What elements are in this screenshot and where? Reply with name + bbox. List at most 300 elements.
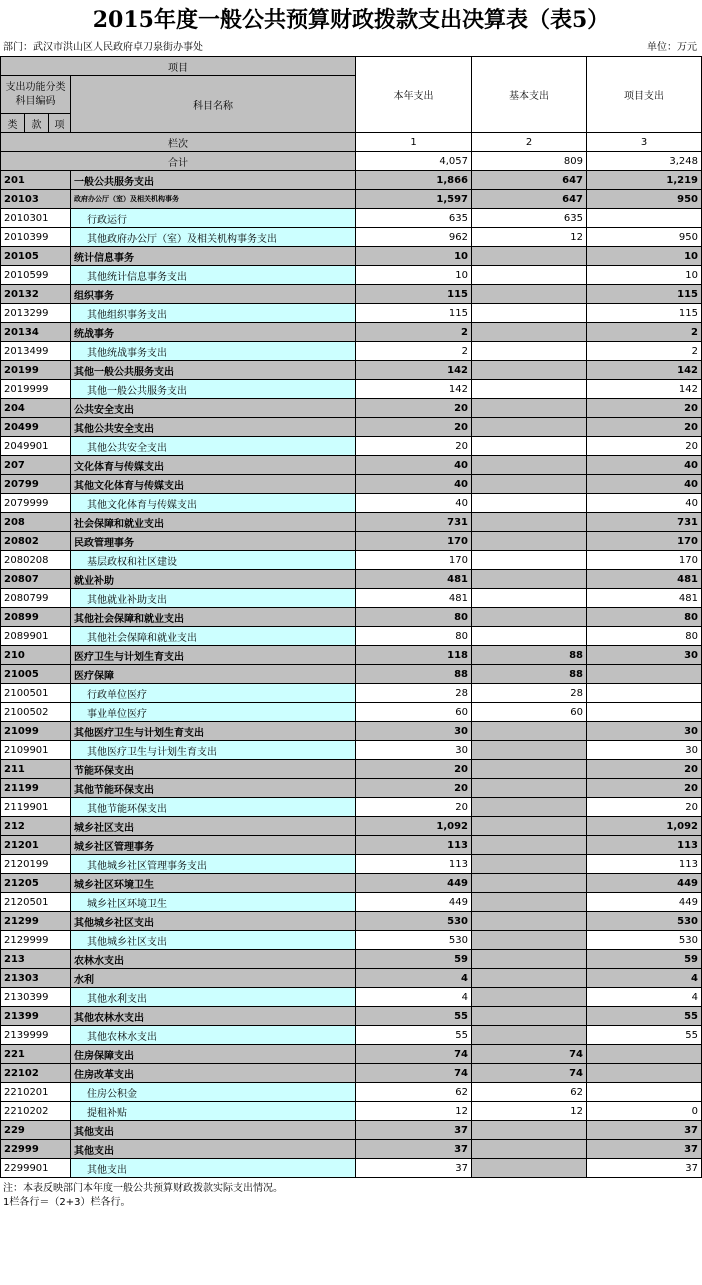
table-row [1, 627, 702, 646]
row-basic [472, 342, 587, 361]
header-lanci: 栏次 [1, 133, 356, 152]
row-code: 2210201 [1, 1083, 71, 1102]
table-row [1, 532, 702, 551]
table-row [1, 1007, 702, 1026]
header-lei: 类 [1, 114, 25, 133]
row-code: 20134 [1, 323, 71, 342]
row-this-year: 170 [356, 532, 472, 551]
row-this-year: 4 [356, 969, 472, 988]
header-code-group: 支出功能分类科目编码 [1, 76, 71, 114]
row-this-year: 28 [356, 684, 472, 703]
row-this-year: 142 [356, 380, 472, 399]
row-basic: 88 [472, 665, 587, 684]
row-project [587, 1083, 702, 1102]
row-project: 59 [587, 950, 702, 969]
row-subject-name: 其他公共安全支出 [71, 418, 356, 437]
row-code: 2049901 [1, 437, 71, 456]
row-project: 30 [587, 646, 702, 665]
row-basic [472, 1007, 587, 1026]
row-subject-name: 其他支出 [71, 1121, 356, 1140]
table-row [1, 361, 702, 380]
row-subject-name: 其他组织事务支出 [71, 304, 356, 323]
row-code: 22102 [1, 1064, 71, 1083]
table-row [1, 551, 702, 570]
table-row [1, 342, 702, 361]
row-project: 2 [587, 342, 702, 361]
row-this-year: 20 [356, 798, 472, 817]
row-project: 20 [587, 437, 702, 456]
row-project: 530 [587, 931, 702, 950]
row-subject-name: 统计信息事务 [71, 247, 356, 266]
table-row [1, 874, 702, 893]
row-code: 20899 [1, 608, 71, 627]
row-code: 2100502 [1, 703, 71, 722]
row-this-year: 30 [356, 741, 472, 760]
row-basic [472, 361, 587, 380]
row-basic [472, 969, 587, 988]
row-this-year: 62 [356, 1083, 472, 1102]
row-this-year: 20 [356, 779, 472, 798]
row-code: 2010399 [1, 228, 71, 247]
row-code: 20807 [1, 570, 71, 589]
row-subject-name: 其他政府办公厅（室）及相关机构事务支出 [71, 228, 356, 247]
row-basic [472, 513, 587, 532]
row-this-year: 1,866 [356, 171, 472, 190]
row-project: 950 [587, 228, 702, 247]
row-project: 142 [587, 380, 702, 399]
table-row [1, 380, 702, 399]
row-basic: 647 [472, 171, 587, 190]
row-project: 731 [587, 513, 702, 532]
row-basic [472, 836, 587, 855]
row-subject-name: 其他城乡社区支出 [71, 931, 356, 950]
header-this-year: 本年支出 [356, 57, 472, 133]
row-subject-name: 社会保障和就业支出 [71, 513, 356, 532]
row-project [587, 209, 702, 228]
row-basic: 62 [472, 1083, 587, 1102]
row-project: 20 [587, 399, 702, 418]
table-row [1, 494, 702, 513]
row-code: 201 [1, 171, 71, 190]
row-this-year: 80 [356, 608, 472, 627]
row-project: 20 [587, 760, 702, 779]
row-basic [472, 779, 587, 798]
row-this-year: 37 [356, 1159, 472, 1178]
table-row [1, 893, 702, 912]
row-project: 530 [587, 912, 702, 931]
row-code: 2120199 [1, 855, 71, 874]
table-row [1, 912, 702, 931]
row-basic: 60 [472, 703, 587, 722]
table-row [1, 798, 702, 817]
row-code: 2129999 [1, 931, 71, 950]
header-item: 项目 [1, 57, 356, 76]
row-code: 2130399 [1, 988, 71, 1007]
header-col-2: 2 [472, 133, 587, 152]
row-this-year: 1,092 [356, 817, 472, 836]
row-basic [472, 1026, 587, 1045]
row-subject-name: 其他支出 [71, 1159, 356, 1178]
row-code: 22999 [1, 1140, 71, 1159]
row-basic [472, 570, 587, 589]
meta-bar [0, 40, 702, 56]
row-this-year: 30 [356, 722, 472, 741]
row-code: 211 [1, 760, 71, 779]
table-row [1, 456, 702, 475]
row-basic [472, 266, 587, 285]
row-code: 21199 [1, 779, 71, 798]
row-this-year: 20 [356, 760, 472, 779]
row-project: 142 [587, 361, 702, 380]
row-basic [472, 304, 587, 323]
header-row-item [1, 57, 702, 76]
row-code: 21299 [1, 912, 71, 931]
row-this-year: 12 [356, 1102, 472, 1121]
row-code: 2119901 [1, 798, 71, 817]
header-basic: 基本支出 [472, 57, 587, 133]
row-this-year: 59 [356, 950, 472, 969]
table-row [1, 513, 702, 532]
row-subject-name: 农林水支出 [71, 950, 356, 969]
row-project: 37 [587, 1121, 702, 1140]
row-code: 21099 [1, 722, 71, 741]
table-row [1, 741, 702, 760]
row-basic [472, 988, 587, 1007]
department-label: 部门：武汉市洪山区人民政府卓刀泉街办事处 [3, 42, 203, 53]
row-code: 21201 [1, 836, 71, 855]
row-this-year: 113 [356, 855, 472, 874]
row-code: 20799 [1, 475, 71, 494]
total-basic: 809 [472, 152, 587, 171]
row-subject-name: 医疗保障 [71, 665, 356, 684]
row-basic: 28 [472, 684, 587, 703]
row-code: 208 [1, 513, 71, 532]
row-code: 20499 [1, 418, 71, 437]
row-project: 10 [587, 247, 702, 266]
row-project: 4 [587, 969, 702, 988]
table-row [1, 285, 702, 304]
table-row [1, 418, 702, 437]
row-subject-name: 医疗卫生与计划生育支出 [71, 646, 356, 665]
row-project: 4 [587, 988, 702, 1007]
header-col-1: 1 [356, 133, 472, 152]
row-project: 950 [587, 190, 702, 209]
row-subject-name: 其他医疗卫生与计划生育支出 [71, 741, 356, 760]
table-row [1, 855, 702, 874]
row-project [587, 703, 702, 722]
row-project: 2 [587, 323, 702, 342]
footnote-2: 1栏各行＝（2+3）栏各行。 [3, 1197, 131, 1208]
row-project: 40 [587, 475, 702, 494]
row-basic [472, 760, 587, 779]
row-subject-name: 组织事务 [71, 285, 356, 304]
header-col-3: 3 [587, 133, 702, 152]
row-subject-name: 政府办公厅（室）及相关机构事务 [71, 190, 356, 209]
row-code: 2013299 [1, 304, 71, 323]
total-project: 3,248 [587, 152, 702, 171]
table-row [1, 817, 702, 836]
row-code: 21399 [1, 1007, 71, 1026]
table-row [1, 1140, 702, 1159]
row-code: 2089901 [1, 627, 71, 646]
row-project: 113 [587, 855, 702, 874]
row-subject-name: 其他统计信息事务支出 [71, 266, 356, 285]
row-code: 2010301 [1, 209, 71, 228]
row-subject-name: 事业单位医疗 [71, 703, 356, 722]
row-this-year: 74 [356, 1045, 472, 1064]
row-project: 1,092 [587, 817, 702, 836]
table-row [1, 1102, 702, 1121]
footnotes [3, 1182, 702, 1210]
row-basic [472, 950, 587, 969]
row-subject-name: 其他节能环保支出 [71, 779, 356, 798]
row-this-year: 55 [356, 1026, 472, 1045]
row-this-year: 20 [356, 399, 472, 418]
row-code: 229 [1, 1121, 71, 1140]
row-basic [472, 551, 587, 570]
row-subject-name: 其他农林水支出 [71, 1007, 356, 1026]
row-this-year: 635 [356, 209, 472, 228]
table-row [1, 836, 702, 855]
row-basic [472, 741, 587, 760]
table-row [1, 950, 702, 969]
table-row [1, 190, 702, 209]
row-subject-name: 其他一般公共服务支出 [71, 361, 356, 380]
table-row [1, 209, 702, 228]
row-subject-name: 城乡社区环境卫生 [71, 874, 356, 893]
row-code: 2100501 [1, 684, 71, 703]
row-project [587, 684, 702, 703]
row-subject-name: 提租补贴 [71, 1102, 356, 1121]
table-body [1, 171, 702, 1178]
total-this-year: 4,057 [356, 152, 472, 171]
row-this-year: 481 [356, 589, 472, 608]
row-subject-name: 其他水利支出 [71, 988, 356, 1007]
row-code: 204 [1, 399, 71, 418]
row-project: 37 [587, 1140, 702, 1159]
row-this-year: 37 [356, 1140, 472, 1159]
row-subject-name: 其他节能环保支出 [71, 798, 356, 817]
row-project [587, 1064, 702, 1083]
row-basic [472, 437, 587, 456]
row-basic [472, 931, 587, 950]
row-basic [472, 475, 587, 494]
row-subject-name: 就业补助 [71, 570, 356, 589]
row-this-year: 118 [356, 646, 472, 665]
table-row [1, 608, 702, 627]
row-code: 2120501 [1, 893, 71, 912]
row-code: 2109901 [1, 741, 71, 760]
row-project: 55 [587, 1026, 702, 1045]
row-subject-name: 其他农林水支出 [71, 1026, 356, 1045]
row-project [587, 665, 702, 684]
row-subject-name: 城乡社区管理事务 [71, 836, 356, 855]
row-this-year: 1,597 [356, 190, 472, 209]
row-code: 2013499 [1, 342, 71, 361]
row-project: 10 [587, 266, 702, 285]
row-subject-name: 其他一般公共服务支出 [71, 380, 356, 399]
row-basic: 88 [472, 646, 587, 665]
table-row [1, 684, 702, 703]
row-code: 2299901 [1, 1159, 71, 1178]
row-subject-name: 文化体育与传媒支出 [71, 456, 356, 475]
row-basic: 647 [472, 190, 587, 209]
row-code: 210 [1, 646, 71, 665]
row-this-year: 115 [356, 285, 472, 304]
row-this-year: 40 [356, 475, 472, 494]
table-row [1, 931, 702, 950]
row-this-year: 731 [356, 513, 472, 532]
row-subject-name: 一般公共服务支出 [71, 171, 356, 190]
table-row [1, 1159, 702, 1178]
table-row [1, 760, 702, 779]
row-subject-name: 住房改革支出 [71, 1064, 356, 1083]
row-basic [472, 1140, 587, 1159]
row-subject-name: 其他社会保障和就业支出 [71, 627, 356, 646]
row-basic [472, 893, 587, 912]
row-this-year: 962 [356, 228, 472, 247]
unit-label: 单位：万元 [647, 42, 697, 53]
row-code: 2079999 [1, 494, 71, 513]
row-subject-name: 其他文化体育与传媒支出 [71, 494, 356, 513]
row-this-year: 40 [356, 494, 472, 513]
row-basic [472, 399, 587, 418]
row-code: 2210202 [1, 1102, 71, 1121]
row-subject-name: 其他医疗卫生与计划生育支出 [71, 722, 356, 741]
row-project: 80 [587, 627, 702, 646]
row-basic [472, 494, 587, 513]
expenditure-table [0, 56, 702, 1178]
row-basic [472, 380, 587, 399]
row-this-year: 4 [356, 988, 472, 1007]
row-basic [472, 874, 587, 893]
table-row [1, 437, 702, 456]
row-project: 20 [587, 779, 702, 798]
row-basic [472, 608, 587, 627]
footnote-1: 注：本表反映部门本年度一般公共预算财政拨款实际支出情况。 [3, 1183, 283, 1194]
row-this-year: 40 [356, 456, 472, 475]
table-row [1, 266, 702, 285]
row-project: 40 [587, 494, 702, 513]
row-this-year: 20 [356, 418, 472, 437]
table-row [1, 1083, 702, 1102]
row-this-year: 88 [356, 665, 472, 684]
row-this-year: 170 [356, 551, 472, 570]
row-subject-name: 行政运行 [71, 209, 356, 228]
row-subject-name: 其他社会保障和就业支出 [71, 608, 356, 627]
row-project: 0 [587, 1102, 702, 1121]
row-basic [472, 247, 587, 266]
table-row [1, 1121, 702, 1140]
row-basic [472, 323, 587, 342]
row-basic [472, 912, 587, 931]
row-project: 115 [587, 304, 702, 323]
row-this-year: 530 [356, 912, 472, 931]
table-row [1, 1026, 702, 1045]
row-code: 2139999 [1, 1026, 71, 1045]
row-basic [472, 1121, 587, 1140]
table-row [1, 247, 702, 266]
row-basic [472, 817, 587, 836]
row-project: 40 [587, 456, 702, 475]
row-code: 2019999 [1, 380, 71, 399]
row-project: 449 [587, 874, 702, 893]
table-row [1, 969, 702, 988]
row-project: 170 [587, 532, 702, 551]
row-basic: 74 [472, 1045, 587, 1064]
table-row [1, 722, 702, 741]
row-this-year: 37 [356, 1121, 472, 1140]
row-project: 449 [587, 893, 702, 912]
row-basic [472, 418, 587, 437]
table-row [1, 1064, 702, 1083]
row-project: 30 [587, 722, 702, 741]
row-basic: 635 [472, 209, 587, 228]
row-project: 30 [587, 741, 702, 760]
row-subject-name: 其他城乡社区支出 [71, 912, 356, 931]
row-subject-name: 其他城乡社区管理事务支出 [71, 855, 356, 874]
row-subject-name: 住房公积金 [71, 1083, 356, 1102]
row-project: 80 [587, 608, 702, 627]
table-row [1, 323, 702, 342]
row-this-year: 10 [356, 266, 472, 285]
row-basic [472, 798, 587, 817]
row-subject-name: 城乡社区环境卫生 [71, 893, 356, 912]
row-subject-name: 统战事务 [71, 323, 356, 342]
row-project [587, 1045, 702, 1064]
row-code: 2080208 [1, 551, 71, 570]
page-title: 2015年度一般公共预算财政拨款支出决算表（表5） [92, 7, 610, 33]
row-basic [472, 285, 587, 304]
row-this-year: 115 [356, 304, 472, 323]
row-this-year: 2 [356, 342, 472, 361]
row-this-year: 481 [356, 570, 472, 589]
row-project: 1,219 [587, 171, 702, 190]
total-row [1, 152, 702, 171]
table-row [1, 646, 702, 665]
table-row [1, 779, 702, 798]
row-this-year: 74 [356, 1064, 472, 1083]
table-row [1, 475, 702, 494]
row-code: 21205 [1, 874, 71, 893]
row-this-year: 449 [356, 893, 472, 912]
row-this-year: 113 [356, 836, 472, 855]
row-code: 207 [1, 456, 71, 475]
row-basic: 74 [472, 1064, 587, 1083]
row-project: 481 [587, 589, 702, 608]
row-basic [472, 855, 587, 874]
header-project: 项目支出 [587, 57, 702, 133]
row-code: 212 [1, 817, 71, 836]
row-subject-name: 其他统战事务支出 [71, 342, 356, 361]
row-code: 20132 [1, 285, 71, 304]
row-subject-name: 基层政权和社区建设 [71, 551, 356, 570]
table-row [1, 171, 702, 190]
row-basic [472, 627, 587, 646]
table-row [1, 570, 702, 589]
row-basic: 12 [472, 228, 587, 247]
row-code: 213 [1, 950, 71, 969]
row-project: 113 [587, 836, 702, 855]
row-subject-name: 节能环保支出 [71, 760, 356, 779]
row-project: 37 [587, 1159, 702, 1178]
row-code: 21303 [1, 969, 71, 988]
row-this-year: 530 [356, 931, 472, 950]
row-this-year: 142 [356, 361, 472, 380]
row-subject-name: 行政单位医疗 [71, 684, 356, 703]
table-row [1, 988, 702, 1007]
row-project: 20 [587, 798, 702, 817]
